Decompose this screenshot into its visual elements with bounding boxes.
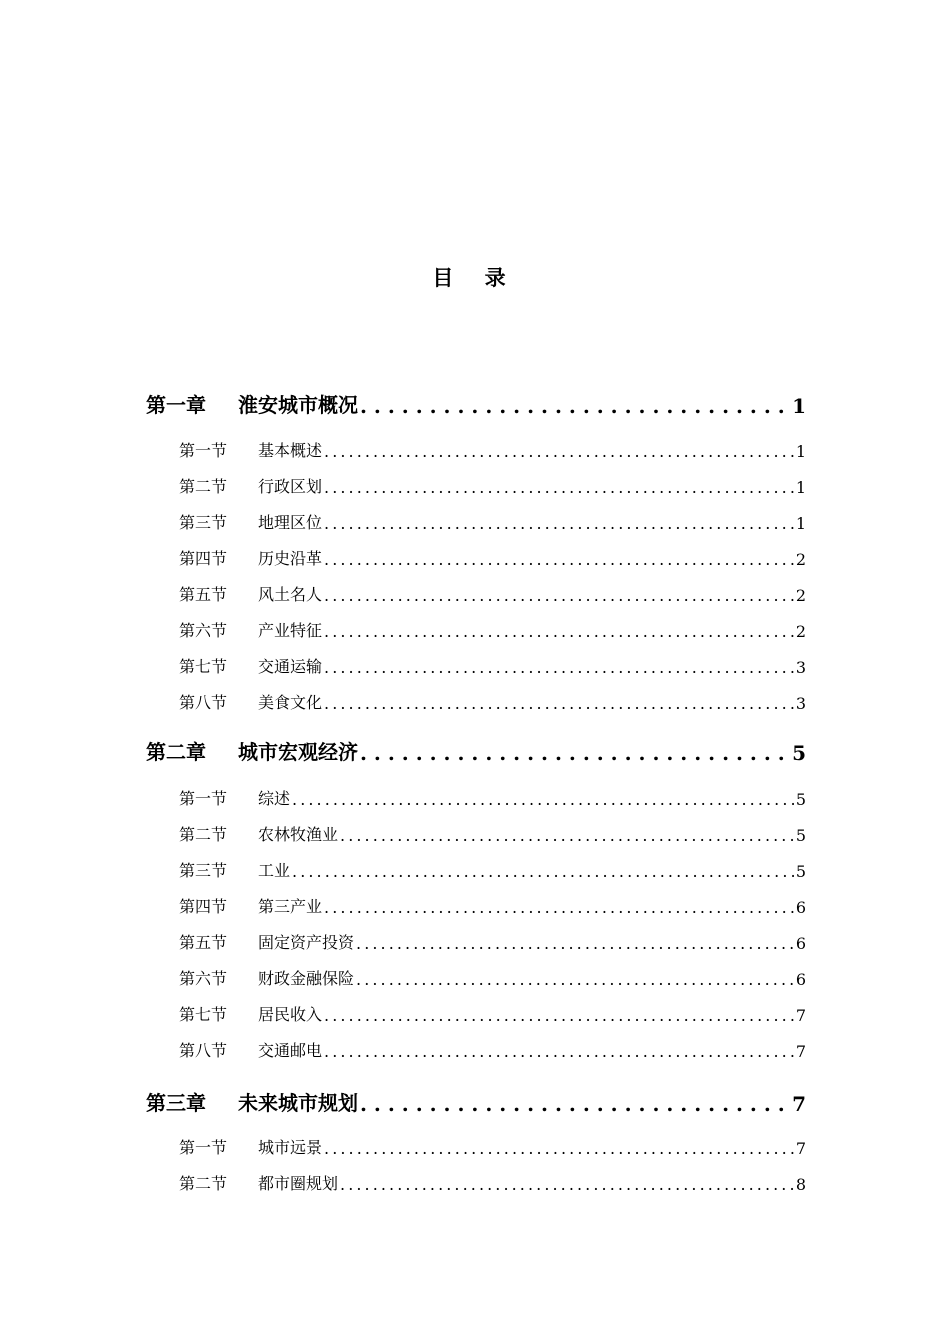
- section-number: 第八节: [179, 1041, 228, 1060]
- section-page-number: 2: [795, 550, 806, 569]
- section-page-number: 3: [795, 658, 806, 677]
- dot-leader: [356, 971, 794, 989]
- dot-leader: [360, 743, 790, 765]
- toc-section-entry[interactable]: [179, 509, 806, 533]
- section-title: 地理区位: [258, 513, 323, 532]
- dot-leader: [292, 863, 794, 881]
- chapter-page-number: 7: [792, 1092, 806, 1116]
- chapter-title: 未来城市规划: [238, 1091, 358, 1115]
- section-number: 第五节: [179, 585, 228, 604]
- toc-chapter-entry[interactable]: [146, 735, 806, 765]
- section-number: 第一节: [179, 441, 228, 460]
- chapter-number: 第二章: [146, 740, 206, 764]
- section-number: 第三节: [179, 861, 228, 880]
- dot-leader: [324, 695, 794, 713]
- toc-section-entry[interactable]: [179, 1170, 806, 1194]
- toc-title: 目 录: [432, 265, 518, 290]
- toc-section-entry[interactable]: [179, 785, 806, 809]
- section-number: 第七节: [179, 657, 228, 676]
- dot-leader: [324, 443, 794, 461]
- section-title: 城市远景: [258, 1138, 323, 1157]
- section-page-number: 2: [795, 586, 806, 605]
- toc-section-entry[interactable]: [179, 545, 806, 569]
- section-title: 第三产业: [258, 897, 323, 916]
- section-number: 第二节: [179, 1174, 228, 1193]
- toc-chapter-entry[interactable]: [146, 1086, 806, 1116]
- toc-section-entry[interactable]: [179, 689, 806, 713]
- toc-section-entry[interactable]: [179, 653, 806, 677]
- toc-section-entry[interactable]: [179, 965, 806, 989]
- section-title: 工业: [258, 861, 291, 880]
- toc-section-entry[interactable]: [179, 473, 806, 497]
- chapter-number: 第一章: [146, 393, 206, 417]
- section-page-number: 1: [795, 442, 806, 461]
- section-page-number: 7: [795, 1042, 806, 1061]
- section-page-number: 6: [795, 898, 806, 917]
- dot-leader: [324, 623, 794, 641]
- section-number: 第二节: [179, 477, 228, 496]
- chapter-title: 淮安城市概况: [238, 393, 358, 417]
- section-page-number: 5: [795, 862, 806, 881]
- dot-leader: [340, 1176, 794, 1194]
- toc-section-entry[interactable]: [179, 617, 806, 641]
- section-number: 第四节: [179, 897, 228, 916]
- section-title: 财政金融保险: [258, 969, 355, 988]
- section-number: 第三节: [179, 513, 228, 532]
- dot-leader: [340, 827, 794, 845]
- dot-leader: [292, 791, 794, 809]
- section-page-number: 5: [795, 826, 806, 845]
- section-number: 第七节: [179, 1005, 228, 1024]
- section-title: 综述: [258, 789, 291, 808]
- section-title: 风土名人: [258, 585, 323, 604]
- dot-leader: [324, 515, 794, 533]
- toc-section-entry[interactable]: [179, 1134, 806, 1158]
- dot-leader: [360, 396, 790, 418]
- section-page-number: 5: [795, 790, 806, 809]
- toc-section-entry[interactable]: [179, 893, 806, 917]
- section-title: 固定资产投资: [258, 933, 355, 952]
- section-page-number: 6: [795, 934, 806, 953]
- chapter-title: 城市宏观经济: [238, 740, 358, 764]
- toc-chapter-entry[interactable]: [146, 388, 806, 418]
- section-page-number: 7: [795, 1139, 806, 1158]
- dot-leader: [324, 587, 794, 605]
- dot-leader: [324, 659, 794, 677]
- chapter-page-number: 1: [792, 394, 806, 418]
- section-number: 第一节: [179, 1138, 228, 1157]
- toc-section-entry[interactable]: [179, 1001, 806, 1025]
- dot-leader: [324, 899, 794, 917]
- section-title: 农林牧渔业: [258, 825, 339, 844]
- dot-leader: [324, 479, 794, 497]
- dot-leader: [360, 1094, 790, 1116]
- section-number: 第八节: [179, 693, 228, 712]
- section-number: 第五节: [179, 933, 228, 952]
- section-title: 行政区划: [258, 477, 323, 496]
- section-page-number: 3: [795, 694, 806, 713]
- section-page-number: 8: [795, 1175, 806, 1194]
- section-page-number: 1: [795, 514, 806, 533]
- section-title: 产业特征: [258, 621, 323, 640]
- section-page-number: 6: [795, 970, 806, 989]
- section-title: 都市圈规划: [258, 1174, 339, 1193]
- chapter-page-number: 5: [792, 741, 806, 765]
- dot-leader: [356, 935, 794, 953]
- toc-section-entry[interactable]: [179, 821, 806, 845]
- section-title: 交通邮电: [258, 1041, 323, 1060]
- dot-leader: [324, 1007, 794, 1025]
- section-number: 第一节: [179, 789, 228, 808]
- section-title: 交通运输: [258, 657, 323, 676]
- toc-section-entry[interactable]: [179, 1037, 806, 1061]
- toc-section-entry[interactable]: [179, 857, 806, 881]
- section-title: 居民收入: [258, 1005, 323, 1024]
- dot-leader: [324, 1140, 794, 1158]
- section-title: 美食文化: [258, 693, 323, 712]
- section-number: 第二节: [179, 825, 228, 844]
- section-page-number: 1: [795, 478, 806, 497]
- section-page-number: 7: [795, 1006, 806, 1025]
- dot-leader: [324, 551, 794, 569]
- toc-section-entry[interactable]: [179, 581, 806, 605]
- chapter-number: 第三章: [146, 1091, 206, 1115]
- section-title: 历史沿革: [258, 549, 323, 568]
- section-number: 第四节: [179, 549, 228, 568]
- dot-leader: [324, 1043, 794, 1061]
- toc-section-entry[interactable]: [179, 929, 806, 953]
- section-number: 第六节: [179, 621, 228, 640]
- section-number: 第六节: [179, 969, 228, 988]
- toc-section-entry[interactable]: [179, 437, 806, 461]
- section-page-number: 2: [795, 622, 806, 641]
- section-title: 基本概述: [258, 441, 323, 460]
